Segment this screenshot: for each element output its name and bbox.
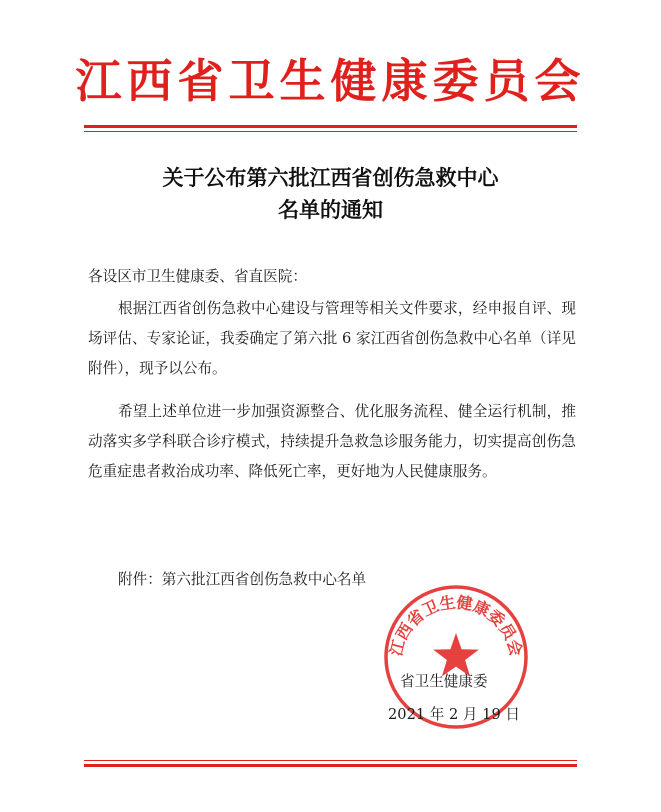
footer-rule-thin	[84, 760, 577, 761]
masthead-rule-thick	[84, 125, 577, 128]
masthead-org-name: 江西省卫生健康委员会	[75, 54, 586, 108]
document-title-line2: 名单的通知	[278, 197, 383, 222]
seal-text: 江西省卫生健康委员会	[386, 592, 526, 658]
document-title-line1: 关于公布第六批江西省创伤急救中心	[162, 165, 499, 190]
footer-rule-thick	[84, 764, 577, 767]
body-paragraph-2: 希望上述单位进一步加强资源整合、优化服务流程、健全运行机制，推动落实多学科联合诊疗模式，持续提升急救急诊服务能力，切实提高创伤急危重症患者救治成功率、降低死亡率，更好地为人民健康服务。	[88, 403, 576, 480]
masthead-rule-thin	[84, 131, 577, 132]
attachment-line: 附件：第六批江西省创伤急救中心名单	[118, 571, 367, 588]
body-paragraph-1: 根据江西省创伤急救中心建设与管理等相关文件要求，经申报自评、现场评估、专家论证，我委确定了第六批 6 家江西省创伤急救中心名单（详见附件），现予以公布。	[88, 300, 576, 377]
issue-date: 2021 年 2 月 19 日	[388, 706, 520, 723]
signer: 省卫生健康委	[400, 673, 488, 690]
salutation: 各设区市卫生健康委、省直医院：	[88, 268, 307, 285]
